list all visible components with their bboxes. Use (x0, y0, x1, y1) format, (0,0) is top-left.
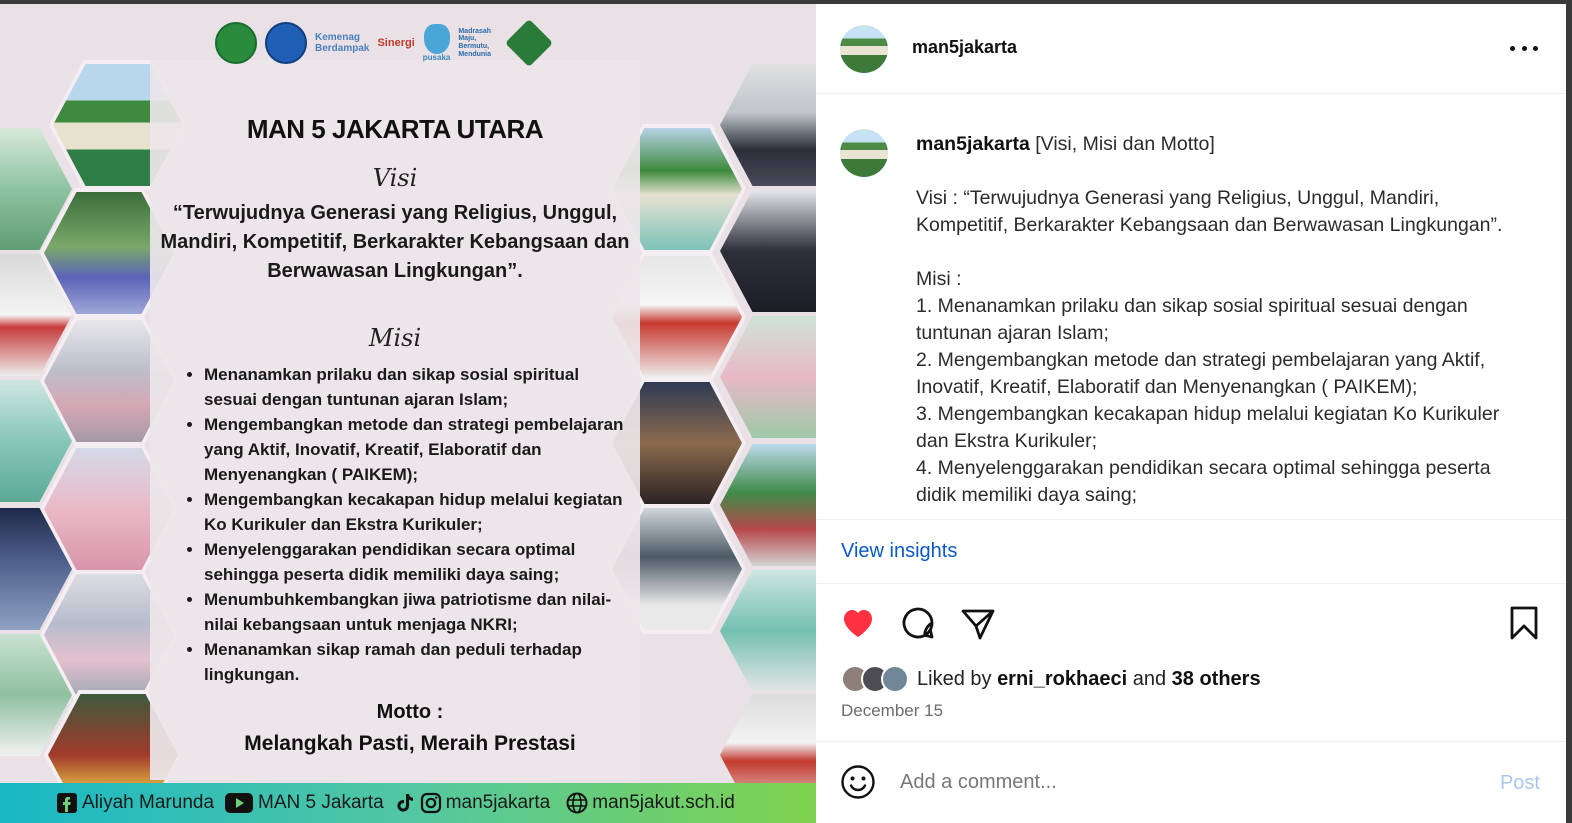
caption-title: [Visi, Misi dan Motto] (1035, 133, 1215, 155)
insights-row (816, 519, 1566, 584)
dot-icon (1533, 46, 1538, 51)
kemenag-logo (215, 22, 257, 64)
avatar (881, 665, 909, 693)
emblem-logo (505, 19, 553, 67)
avatar[interactable] (840, 25, 888, 73)
caption-line: Misi : (916, 268, 962, 290)
likes-others[interactable]: 38 others (1171, 667, 1261, 690)
list-item: • Menanamkan prilaku dan sikap sosial spiritual sesuai dengan tuntunan ajaran Islam; (204, 362, 636, 412)
comment-button[interactable] (898, 603, 938, 643)
list-item: • Mengembangkan kecakapan hidup melalui kegiatan Ko Kurikuler dan Ekstra Kurikuler; (204, 487, 636, 537)
program-logo: Sinergi (377, 36, 415, 49)
caption-line: Kompetitif, Berkarakter Kebangsaan dan Berwawasan Lingkungan”. (916, 214, 1503, 236)
comment-bar (816, 741, 1566, 823)
social-instagram (394, 792, 551, 814)
school-title: MAN 5 JAKARTA UTARA (246, 114, 544, 144)
smiley-icon (840, 764, 876, 800)
caption-line: 4. Menyelenggarakan pendidikan secara optimal sehingga peserta (916, 457, 1491, 479)
social-instagram-label: man5jakarta (445, 792, 551, 813)
comment-icon (898, 603, 938, 643)
caption-area[interactable] (816, 95, 1566, 519)
social-youtube (224, 792, 384, 814)
likes-summary[interactable] (841, 665, 1261, 693)
caption-line: tuntunan ajaran Islam; (916, 322, 1109, 344)
post-sidebar (816, 4, 1566, 823)
motto-label: Motto : (376, 701, 444, 723)
instagram-icon (420, 792, 442, 814)
post-header (816, 4, 1566, 94)
liker-username[interactable]: erni_rokhaeci (997, 667, 1128, 690)
list-item: • Menyelenggarakan pendidikan secara optimal sehingga peserta didik memiliki daya saing; (204, 537, 636, 587)
share-button[interactable] (958, 603, 998, 643)
caption-line: Visi : “Terwujudnya Generasi yang Religius, Unggul, Mandiri, (916, 187, 1440, 209)
pusaka-logo: pusaka (423, 24, 451, 63)
caption-line: dan Ekstra Kurikuler; (916, 430, 1097, 452)
post-image (0, 4, 816, 823)
globe-icon (566, 792, 588, 814)
share-icon (958, 603, 998, 643)
social-website (566, 792, 735, 814)
madrasah-logo: Madrasah Maju, Bermutu, Mendunia (458, 27, 492, 58)
social-website-label: man5jakut.sch.id (592, 792, 735, 813)
visi-quote: “Terwujudnya Generasi yang Religius, Unggul, Mandiri, Kompetitif, Berkarakter Kebangsaan dan Berwawasan Lingkungan”. (160, 202, 630, 282)
caption-line: didik memiliki daya saing; (916, 484, 1138, 506)
list-item: • Menumbuhkembangkan jiwa patriotisme dan nilai-nilai kebangsaan untuk menjaga NKRI; (204, 587, 636, 637)
visi-heading: Visi (372, 164, 418, 192)
social-facebook (56, 792, 214, 814)
caption-line: 2. Mengembangkan metode dan strategi pembelajaran yang Aktif, (916, 349, 1486, 371)
avatar[interactable] (840, 129, 888, 177)
social-bar (0, 783, 816, 823)
emoji-button[interactable] (840, 764, 876, 800)
dot-icon (1522, 46, 1527, 51)
facebook-icon (56, 792, 78, 814)
social-facebook-label: Aliyah Marunda (82, 792, 215, 813)
caption-text (916, 131, 1546, 509)
comment-input[interactable] (900, 766, 1460, 798)
like-button[interactable] (838, 603, 878, 643)
dot-icon (1510, 46, 1515, 51)
motto-text: Melangkah Pasti, Meraih Prestasi (244, 732, 576, 755)
action-bar (816, 599, 1566, 649)
social-youtube-label: MAN 5 Jakarta (258, 792, 384, 813)
view-insights-link[interactable]: View insights (841, 540, 958, 562)
kemenag-berdampak-logo: Kemenag Berdampak (315, 32, 370, 54)
tiktok-icon (394, 792, 416, 814)
list-item: • Mengembangkan metode dan strategi pembelajaran yang Aktif, Inovatif, Kreatif, Elaboratif dan Menyenangkan ( PAIKEM); (204, 412, 636, 487)
instagram-post-modal (0, 4, 1566, 823)
likes-and: and (1132, 667, 1167, 690)
misi-list (186, 362, 636, 687)
partner-logos (215, 20, 546, 66)
bookmark-icon (1504, 603, 1544, 643)
header-username[interactable]: man5jakarta (912, 37, 1018, 57)
more-options-button[interactable] (1510, 34, 1538, 62)
caption-username[interactable]: man5jakarta (916, 133, 1030, 155)
heart-filled-icon (838, 603, 878, 643)
caption-line: Inovatif, Kreatif, Elaboratif dan Menyenangkan ( PAIKEM); (916, 376, 1418, 398)
save-button[interactable] (1504, 603, 1544, 643)
caption-line: 1. Menanamkan prilaku dan sikap sosial spiritual sesuai dengan (916, 295, 1468, 317)
post-comment-button[interactable]: Post (1499, 772, 1540, 794)
likes-prefix: Liked by (917, 667, 992, 690)
tutwuri-logo (265, 22, 307, 64)
youtube-icon (224, 792, 254, 814)
list-item: • Menanamkan sikap ramah dan peduli terhadap lingkungan. (204, 637, 636, 687)
post-date[interactable]: December 15 (841, 701, 944, 720)
liker-avatars (841, 665, 909, 693)
misi-heading: Misi (368, 324, 422, 352)
caption-line: 3. Mengembangkan kecakapan hidup melalui kegiatan Ko Kurikuler (916, 403, 1500, 425)
